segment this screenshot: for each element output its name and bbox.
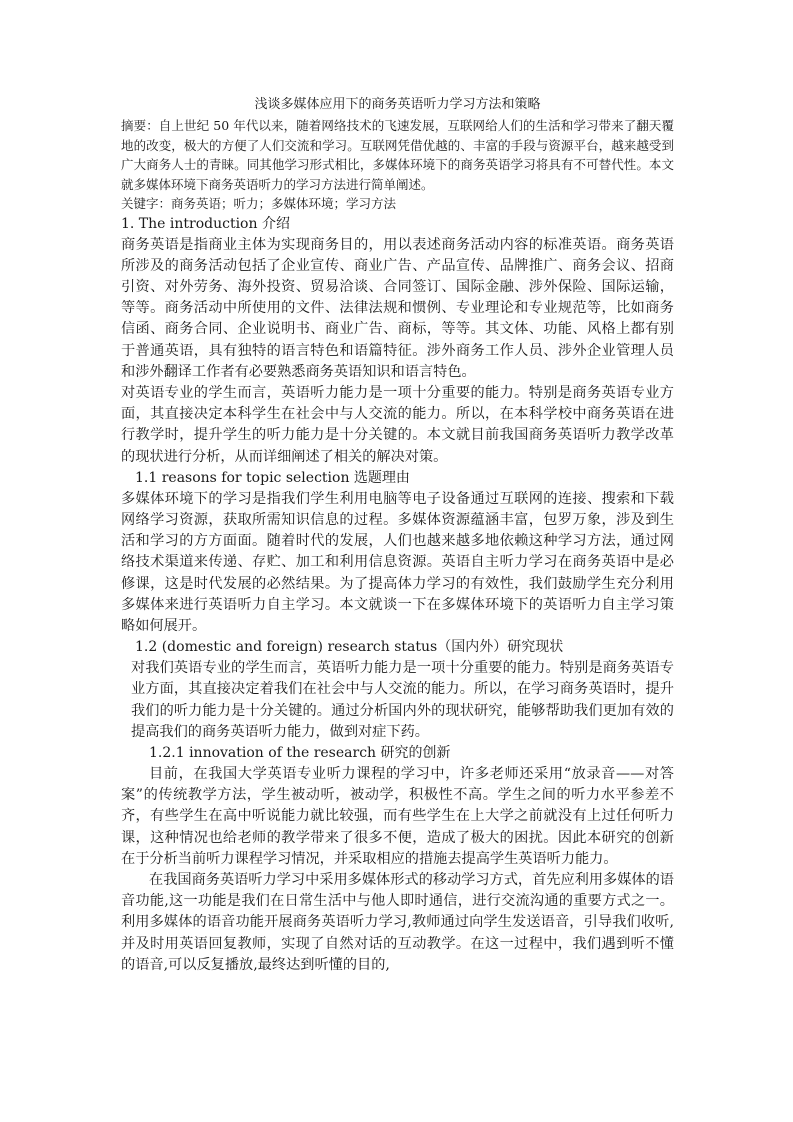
section-1-paragraph-1: 商务英语是指商业主体为实现商务目的，用以表述商务活动内容的标准英语。商务英语所涉及的商务活动包括了企业宣传、商业广告、产品宣传、品牌推广、商务会议、招商引资、对外劳务、海外投资、贸易洽谈、合同签订、国际金融、涉外保险、国际运输，等等。商务活动中所使用的文件、法律法规和惯例、专业理论和专业规范等，比如商务信函、商务合同、企业说明书、商业广告、商标，等等。其文体、功能、风格上都有别于普通英语，具有独特的语言特色和语篇特征。涉外商务工作人员、涉外企业管理人员和涉外翻译工作者有必要熟悉商务英语知识和语言特色。: [121, 236, 674, 380]
section-1-2-heading: 1.2 (domestic and foreign) research status（国内外）研究现状: [135, 639, 564, 656]
abstract: 摘要：自上世纪 50 年代以来，随着网络技术的飞速发展，互联网给人们的生活和学习带来了翻天覆地的改变，极大的方便了人们交流和学习。互联网凭借优越的、丰富的手段与资源平台，越来越受到广大商务人士的青睐。同其他学习形式相比，多媒体环境下的商务英语学习将具有不可替代性。本文就多媒体环境下商务英语听力的学习方法进行简单阐述。: [121, 118, 674, 192]
document-page: [121, 96, 674, 976]
section-1-2-1-paragraph-2: 在我国商务英语听力学习中采用多媒体形式的移动学习方式，首先应利用多媒体的语音功能,这一功能是我们在日常生活中与他人即时通信，进行交流沟通的重要方式之一。利用多媒体的语音功能开展商务英语听力学习,教师通过向学生发送语音，引导我们收听,并及时用英语回复教师，实现了自然对话的互动教学。在这一过程中，我们遇到听不懂的语音,可以反复播放,最终达到听懂的目的,: [121, 871, 674, 973]
section-1-1-heading: 1.1 reasons for topic selection 选题理由: [135, 469, 410, 486]
section-1-2-paragraph-1: 对我们英语专业的学生而言，英语听力能力是一项十分重要的能力。特别是商务英语专业方面，其直接决定着我们在社会中与人交流的能力。所以，在学习商务英语时，提升我们的听力能力是十分关键的。通过分析国内外的现状研究，能够帮助我们更加有效的提高我们的商务英语听力能力，做到对症下药。: [131, 660, 674, 740]
section-1-heading: 1. The introduction 介绍: [121, 215, 290, 232]
section-1-1-paragraph-1: 多媒体环境下的学习是指我们学生利用电脑等电子设备通过互联网的连接、搜索和下载网络学习资源，获取所需知识信息的过程。多媒体资源蕴涵丰富，包罗万象，涉及到生活和学习的方方面面。随着时代的发展，人们也越来越多地依赖这种学习方法，通过网络技术渠道来传递、存贮、加工和利用信息资源。英语自主听力学习在商务英语中是必修课，这是时代发展的必然结果。为了提高体力学习的有效性，我们鼓励学生充分利用多媒体来进行英语听力自主学习。本文就谈一下在多媒体环境下的英语听力自主学习策略如何展开。: [121, 490, 674, 634]
keywords: 关键字：商务英语；听力；多媒体环境；学习方法: [121, 196, 397, 211]
section-1-2-1-paragraph-1: 目前，在我国大学英语专业听力课程的学习中，许多老师还采用“放录音——对答案”的传统教学方法，学生被动听，被动学，积极性不高。学生之间的听力水平参差不齐，有些学生在高中听说能力就比较强，而有些学生在上大学之前就没有上过任何听力课，这种情况也给老师的教学带来了很多不便，造成了极大的困扰。因此本研究的创新在于分析当前听力课程学习情况，并采取相应的措施去提高学生英语听力能力。: [121, 765, 674, 867]
document-title: 浅谈多媒体应用下的商务英语听力学习方法和策略: [254, 97, 541, 112]
section-1-2-1-heading: 1.2.1 innovation of the research 研究的创新: [149, 744, 451, 761]
section-1-paragraph-2: 对英语专业的学生而言，英语听力能力是一项十分重要的能力。特别是商务英语专业方面，其直接决定本科学生在社会中与人交流的能力。所以，在本科学校中商务英语在进行教学时，提升学生的听力能力是十分关键的。本文就目前我国商务英语听力教学改革的现状进行分析，从而详细阐述了相关的解决对策。: [121, 384, 674, 465]
